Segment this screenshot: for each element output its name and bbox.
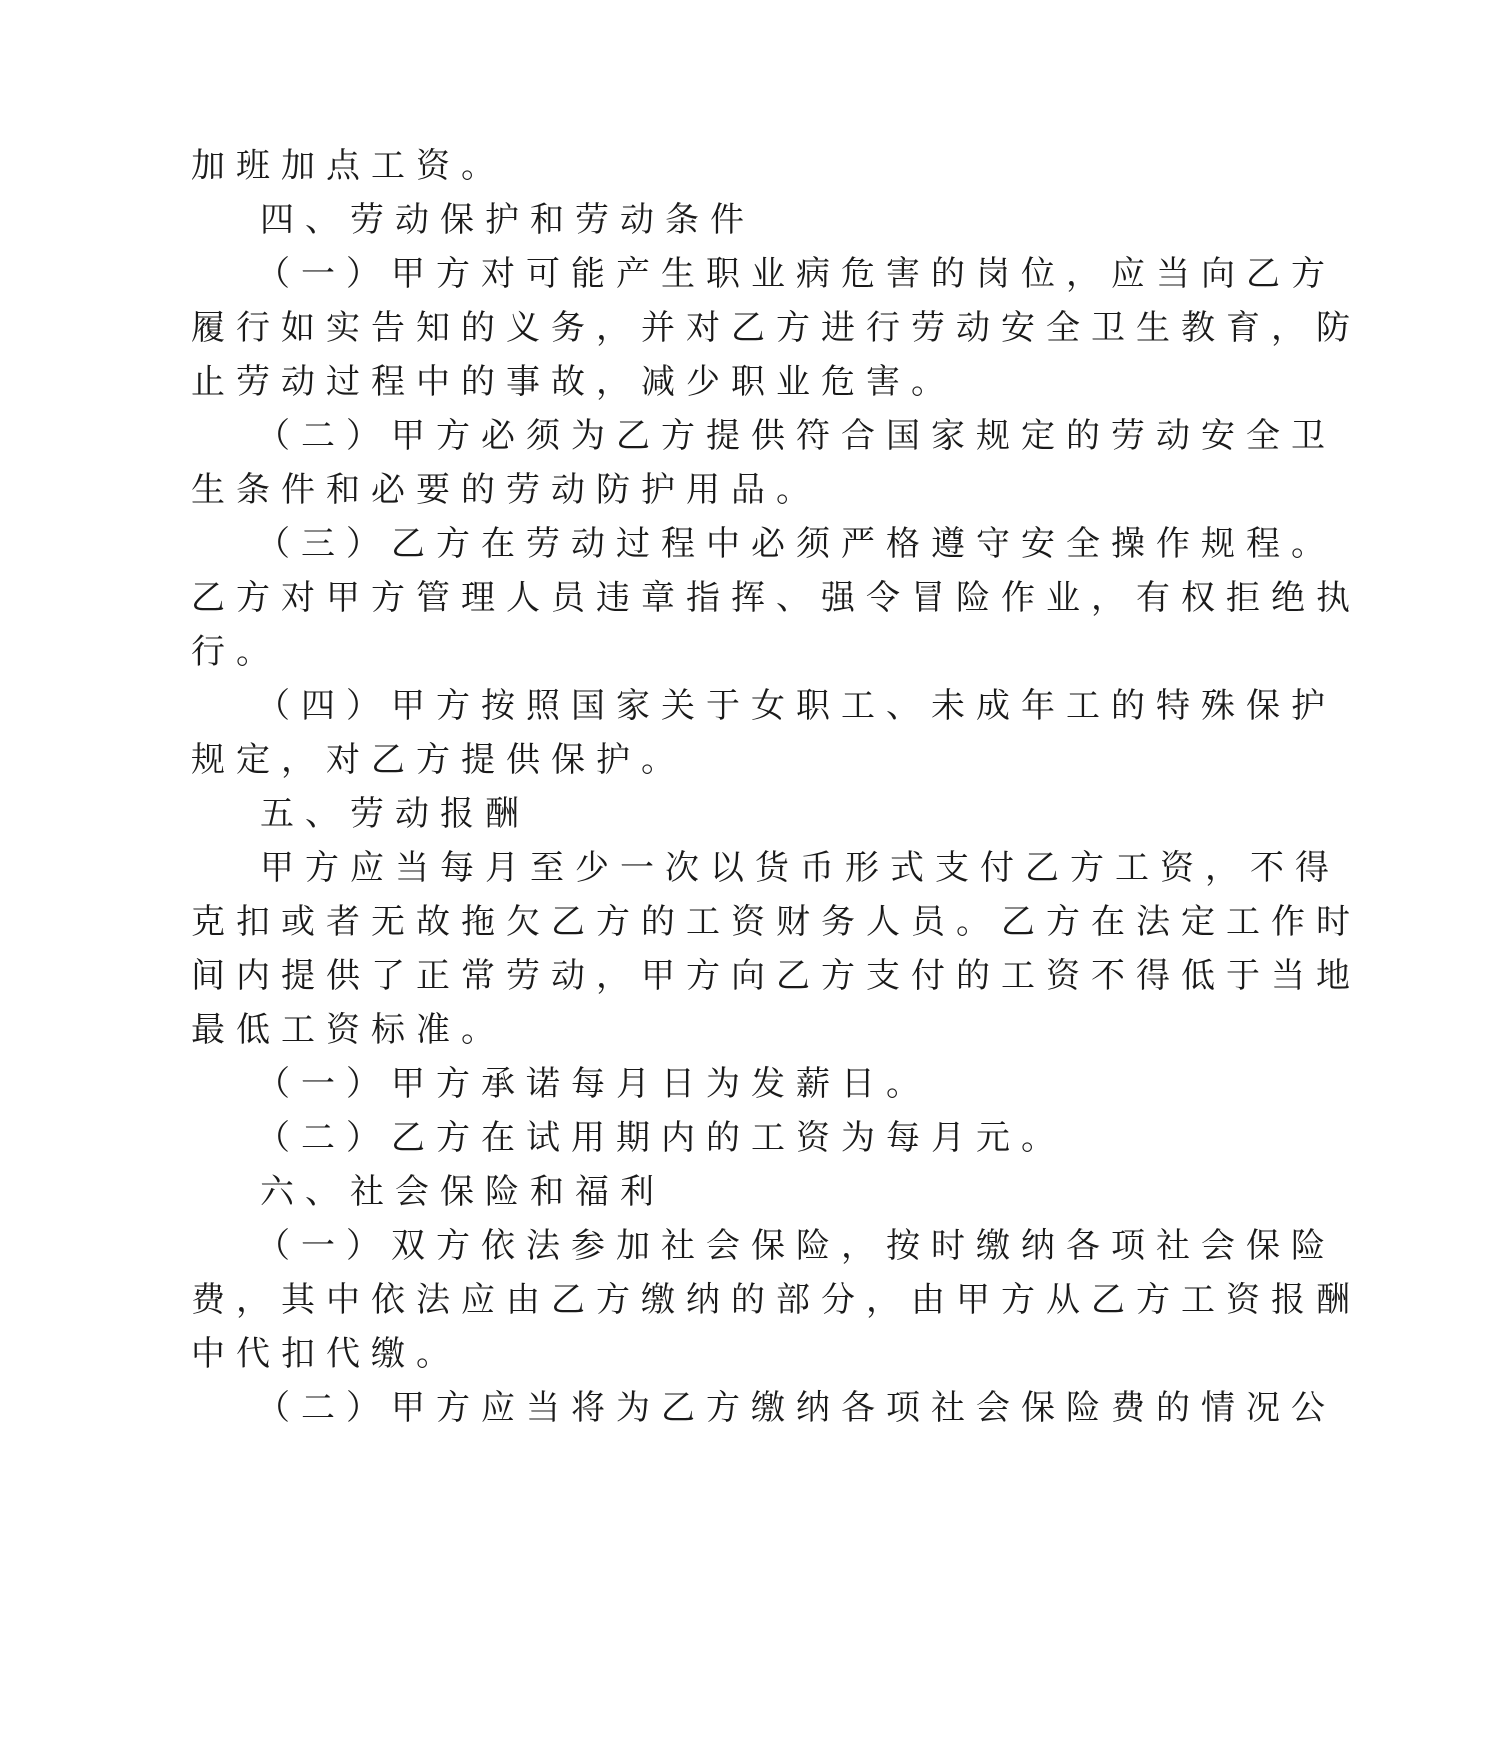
text-line: 行。: [191, 632, 281, 672]
paragraph-first-line: （三）乙方在劳动过程中必须严格遵守安全操作规程。: [256, 524, 1336, 564]
paragraph-first-line: （二）乙方在试用期内的工资为每月元。: [256, 1118, 1066, 1158]
text-line: 履行如实告知的义务，并对乙方进行劳动安全卫生教育，防: [191, 308, 1361, 348]
paragraph-first-line: （一）双方依法参加社会保险，按时缴纳各项社会保险: [256, 1226, 1336, 1266]
paragraph-first-line: （四）甲方按照国家关于女职工、未成年工的特殊保护: [256, 686, 1336, 726]
paragraph-first-line: （二）甲方应当将为乙方缴纳各项社会保险费的情况公: [256, 1388, 1336, 1428]
text-line: 规定，对乙方提供保护。: [191, 740, 686, 780]
text-line: 生条件和必要的劳动防护用品。: [191, 470, 821, 510]
paragraph-first-line: （二）甲方必须为乙方提供符合国家规定的劳动安全卫: [256, 416, 1336, 456]
section-heading: 六、社会保险和福利: [260, 1172, 665, 1212]
section-heading: 四、劳动保护和劳动条件: [260, 200, 755, 240]
paragraph-first-line: 甲方应当每月至少一次以货币形式支付乙方工资，不得: [260, 848, 1340, 888]
text-line: 克扣或者无故拖欠乙方的工资财务人员。乙方在法定工作时: [191, 902, 1361, 942]
text-line: 加班加点工资。: [191, 146, 506, 186]
paragraph-first-line: （一）甲方承诺每月日为发薪日。: [256, 1064, 931, 1104]
paragraph-first-line: （一）甲方对可能产生职业病危害的岗位，应当向乙方: [256, 254, 1336, 294]
text-line: 止劳动过程中的事故，减少职业危害。: [191, 362, 956, 402]
text-line: 费，其中依法应由乙方缴纳的部分，由甲方从乙方工资报酬: [191, 1280, 1361, 1320]
text-line: 间内提供了正常劳动，甲方向乙方支付的工资不得低于当地: [191, 956, 1361, 996]
text-line: 乙方对甲方管理人员违章指挥、强令冒险作业，有权拒绝执: [191, 578, 1361, 618]
text-line: 最低工资标准。: [191, 1010, 506, 1050]
text-line: 中代扣代缴。: [191, 1334, 461, 1374]
section-heading: 五、劳动报酬: [260, 794, 530, 834]
